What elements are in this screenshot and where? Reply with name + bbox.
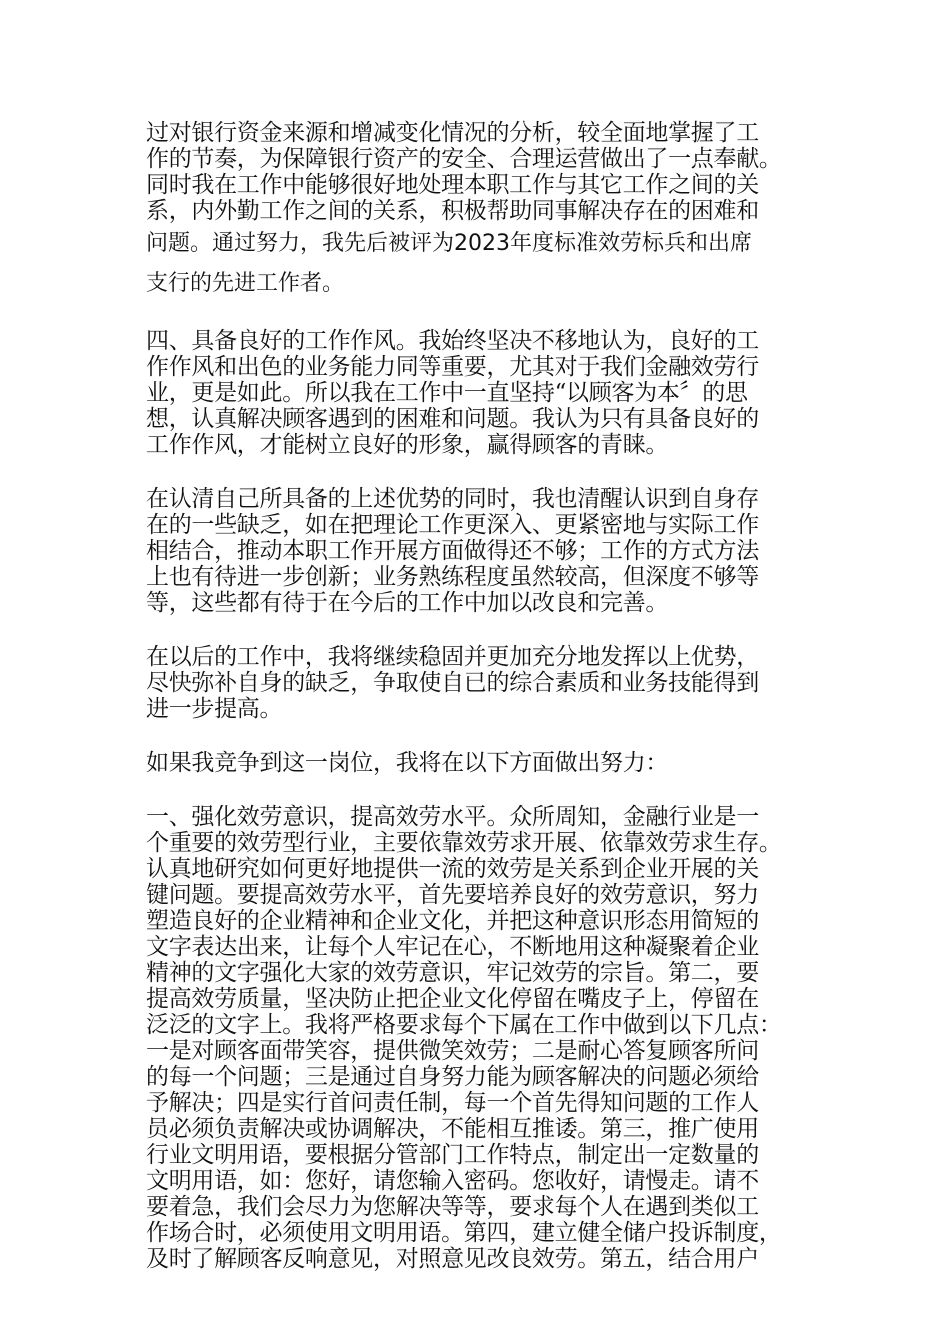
text-line: 要着急，我们会尽力为您解决等等，要求每个人在遇到类似工 — [146, 1194, 759, 1220]
text-line: 四、具备良好的工作作风。我始终坚决不移地认为，良好的工 — [146, 328, 759, 354]
paragraph-achievements — [146, 120, 818, 304]
text-line: 行业文明用语，要根据分管部门工作特点，制定出一定数量的 — [146, 1142, 759, 1168]
paragraph-service-awareness — [146, 804, 818, 1272]
text-line: 想，认真解决顾客遇到的困难和问题。我认为只有具备良好的 — [146, 406, 759, 432]
text-line: 泛泛的文字上。我将严格要求每个下属在工作中做到以下几点： — [146, 1012, 782, 1038]
text-line: 在的一些缺乏，如在把理论工作更深入、更紧密地与实际工作 — [146, 512, 759, 538]
text-line: 作作风和出色的业务能力同等重要，尤其对于我们金融效劳行 — [146, 354, 759, 380]
text-line: 业，更是如此。所以我在工作中一直坚持“以顾客为本〞的思 — [146, 380, 748, 406]
text-line: 员必须负责解决或协调解决，不能相互推诿。第三，推广使用 — [146, 1116, 759, 1142]
text-line: 塑造良好的企业精神和企业文化，并把这种意识形态用简短的 — [146, 908, 759, 934]
paragraph-shortcomings — [146, 486, 818, 616]
text-line: 作场合时，必须使用文明用语。第四，建立健全储户投诉制度， — [146, 1220, 782, 1246]
text-line: 过对银行资金来源和增减变化情况的分析，较全面地掌握了工 — [146, 120, 759, 146]
paragraph-work-style — [146, 328, 818, 458]
text-line: 文明用语，如：您好，请您输入密码。您收好，请慢走。请不 — [146, 1168, 759, 1194]
text-line: 在以后的工作中，我将继续稳固并更加充分地发挥以上优势， — [146, 644, 759, 670]
text-line: 进一步提高。 — [146, 696, 283, 722]
text-line: 文字表达出来，让每个人牢记在心，不断地用这种凝聚着企业 — [146, 934, 759, 960]
text-line: 尽快弥补自身的缺乏，争取使自已的综合素质和业务技能得到 — [146, 670, 759, 696]
text-line: 上也有待进一步创新；业务熟练程度虽然较高，但深度不够等 — [146, 564, 759, 590]
text-line: 键问题。要提高效劳水平，首先要培养良好的效劳意识，努力 — [146, 882, 759, 908]
text-line: 予解决；四是实行首问责任制，每一个首先得知问题的工作人 — [146, 1090, 759, 1116]
text-line: 问题。通过努力，我先后被评为2023年度标准效劳标兵和出席 — [146, 231, 752, 256]
text-line: 一、强化效劳意识，提高效劳水平。众所周知，金融行业是一 — [146, 804, 759, 830]
text-line: 提高效劳质量，坚决防止把企业文化停留在嘴皮子上，停留在 — [146, 986, 759, 1012]
text-line: 精神的文字强化大家的效劳意识，牢记效劳的宗旨。第二，要 — [146, 960, 759, 986]
text-line: 作的节奏，为保障银行资产的安全、合理运营做出了一点奉献。 — [146, 146, 782, 172]
text-line: 认真地研究如何更好地提供一流的效劳是关系到企业开展的关 — [146, 856, 759, 882]
text-line: 支行的先进工作者。 — [146, 271, 345, 296]
text-line: 个重要的效劳型行业，主要依靠效劳求开展、依靠效劳求生存。 — [146, 830, 782, 856]
text-line: 在认清自己所具备的上述优势的同时，我也清醒认识到自身存 — [146, 486, 759, 512]
text-line: 及时了解顾客反响意见，对照意见改良效劳。第五，结合用户 — [146, 1246, 759, 1272]
text-line: 的每一个问题；三是通过自身努力能为顾客解决的问题必须给 — [146, 1064, 759, 1090]
document-body — [146, 120, 818, 1300]
text-line: 同时我在工作中能够很好地处理本职工作与其它工作之间的关 — [146, 172, 759, 198]
text-line: 工作作风，才能树立良好的形象，赢得顾客的青睐。 — [146, 432, 669, 458]
text-line: 一是对顾客面带笑容，提供微笑效劳；二是耐心答复顾客所问 — [146, 1038, 759, 1064]
text-line: 相结合，推动本职工作开展方面做得还不够；工作的方式方法 — [146, 538, 759, 564]
paragraph-if-selected — [146, 750, 818, 776]
text-line: 如果我竞争到这一岗位，我将在以下方面做出努力： — [146, 750, 669, 776]
text-line: 等，这些都有待于在今后的工作中加以改良和完善。 — [146, 590, 669, 616]
text-line: 系，内外勤工作之间的关系，积极帮助同事解决存在的困难和 — [146, 198, 759, 224]
paragraph-future-work — [146, 644, 818, 722]
